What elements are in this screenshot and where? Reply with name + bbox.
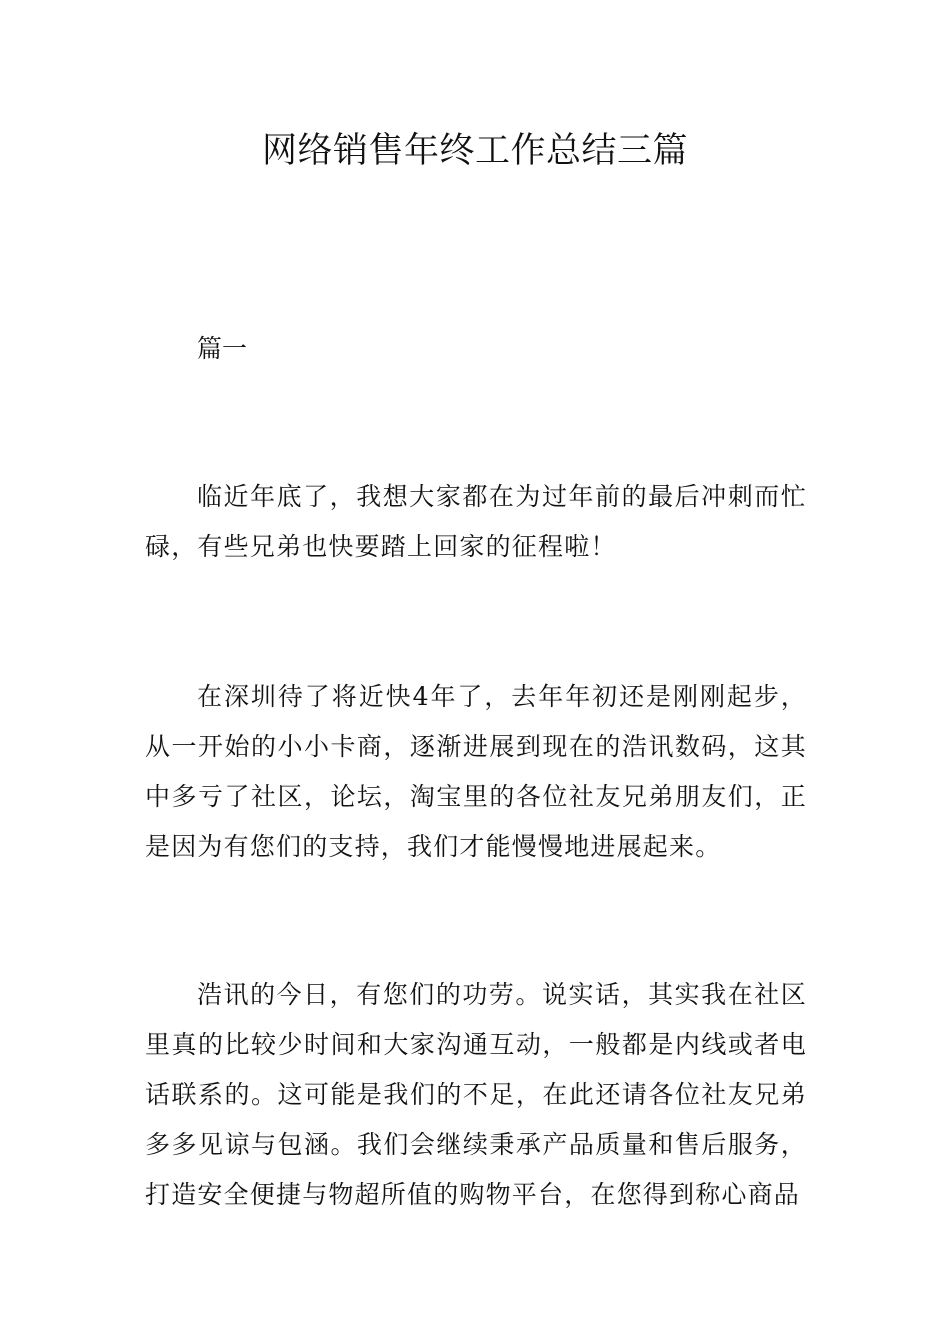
paragraph: 临近年底了，我想大家都在为过年前的最后冲刺而忙碌，有些兄弟也快要踏上回家的征程啦！: [145, 482, 807, 561]
section-label: 篇一: [197, 334, 248, 363]
document-title: 网络销售年终工作总结三篇: [261, 131, 688, 171]
paragraph: 浩讯的今日，有您们的功劳。说实话，其实我在社区里真的比较少时间和大家沟通互动，一般都是内线或者电话联系的。这可能是我们的不足，在此还请各位社友兄弟多多见谅与包涵。我们会继续秉承产品质量和售后服务，打造安全便捷与物超所值的购物平台，在您得到称心商品: [145, 980, 807, 1209]
paragraph: 在深圳待了将近快4年了，去年年初还是刚刚起步，从一开始的小小卡商，逐渐进展到现在的浩讯数码，这其中多亏了社区，论坛，淘宝里的各位社友兄弟朋友们，正是因为有您们的支持，我们才能慢慢地进展起来。: [145, 682, 807, 861]
